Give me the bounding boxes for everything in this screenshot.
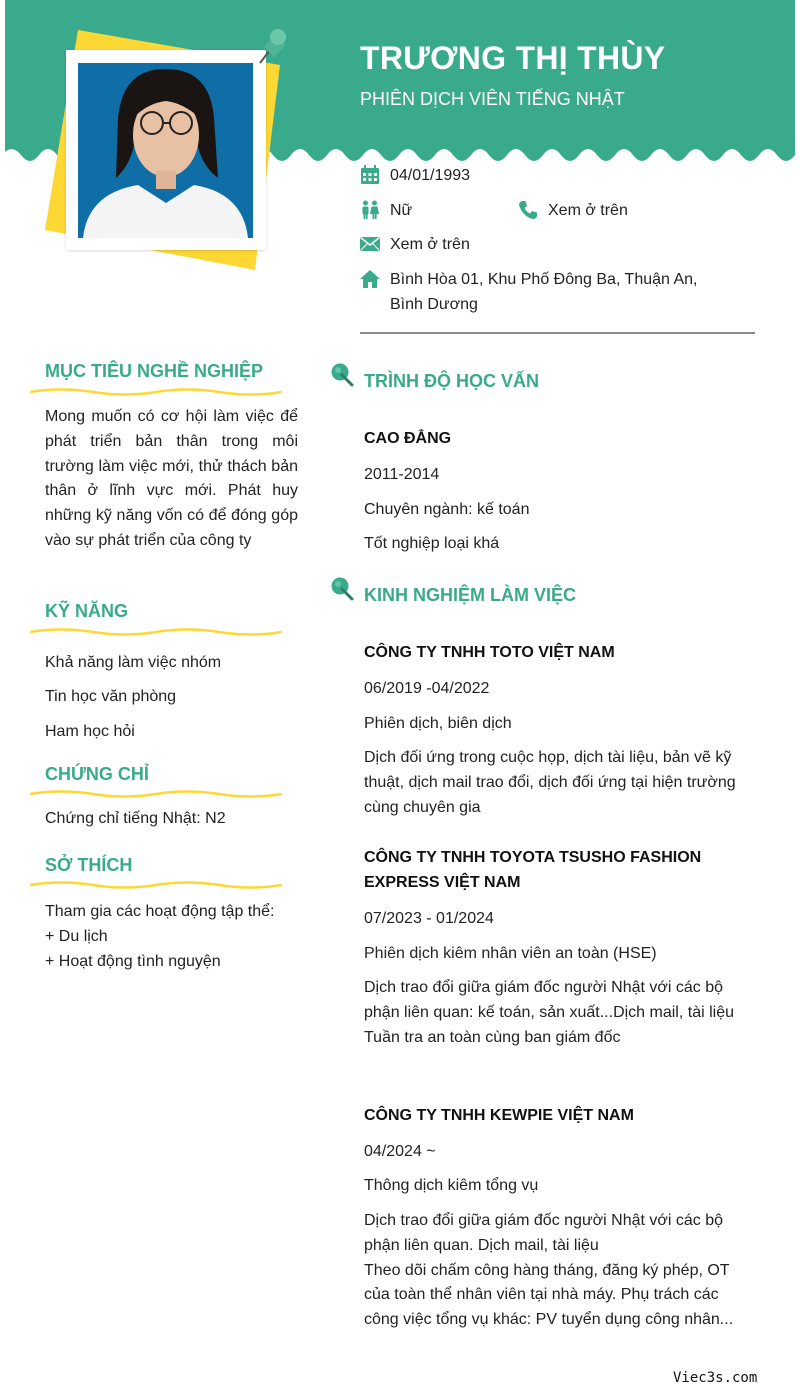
wave-divider — [30, 880, 282, 890]
contact-divider — [360, 332, 755, 334]
certificates-title: CHỨNG CHỈ — [45, 764, 149, 784]
job-description-line: Theo dõi chấm công hàng tháng, đăng ký phép, OT của toàn thể nhân viên tại nhà máy. Phụ trách các công việc tổng vụ khác: PV tuyển dụng công nhân... — [364, 1261, 734, 1329]
job-period: 06/2019 -04/2022 — [364, 680, 490, 697]
job-position: Phiên dịch, biên dịch — [364, 715, 512, 732]
education-major: Chuyên ngành: kế toán — [364, 501, 530, 518]
certificate-item: Chứng chỉ tiếng Nhật: N2 — [45, 810, 226, 827]
objective-title: MỤC TIÊU NGHỀ NGHIỆP — [45, 361, 264, 381]
birthday-text: 04/01/1993 — [390, 167, 471, 184]
wave-divider — [30, 627, 282, 637]
job-description-line: Dịch trao đổi giữa giám đốc người Nhật với các bộ phận liên quan. Dịch mail, tài liệu — [364, 1212, 724, 1254]
company-name: CÔNG TY TNHH TOYOTA TSUSHO FASHION EXPRESS VIỆT NAM — [364, 849, 702, 891]
job-description — [364, 1209, 744, 1333]
company-name: CÔNG TY TNHH KEWPIE VIỆT NAM — [364, 1107, 634, 1124]
phone-icon — [518, 200, 538, 220]
hobbies-title: SỞ THÍCH — [45, 855, 133, 875]
avatar — [78, 63, 253, 238]
job-description — [364, 976, 744, 1050]
gender-icon — [360, 200, 380, 220]
home-icon — [360, 269, 380, 289]
hobby-line: + Du lịch — [45, 927, 108, 945]
education-period: 2011-2014 — [364, 466, 440, 483]
candidate-name: TRƯƠNG THỊ THÙY — [360, 40, 666, 76]
hobby-line: Tham gia các hoạt động tập thể: — [45, 903, 275, 920]
skill-item: Tin học văn phòng — [45, 688, 177, 705]
company-name: CÔNG TY TNHH TOTO VIỆT NAM — [364, 644, 615, 661]
job-description: Dịch đối ứng trong cuộc họp, dịch tài liệu, bản vẽ kỹ thuật, dịch mail trao đổi, dịch đối ứng tại hiện trường cùng chuyên gia — [364, 749, 736, 816]
job-period: 04/2024 ~ — [364, 1143, 436, 1160]
education-grade: Tốt nghiệp loại khá — [364, 535, 500, 552]
phone-text: Xem ở trên — [548, 202, 628, 219]
footer-site: Viec3s.com — [673, 1370, 758, 1386]
experience-title: KINH NGHIỆM LÀM VIỆC — [364, 585, 577, 605]
email-text: Xem ở trên — [390, 236, 470, 253]
skills-title: KỸ NĂNG — [45, 601, 129, 621]
address-text: Bình Hòa 01, Khu Phố Đông Ba, Thuận An, Bình Dương — [390, 271, 698, 313]
education-title: TRÌNH ĐỘ HỌC VẤN — [364, 371, 539, 391]
pin-icon — [250, 25, 290, 70]
pin-icon — [330, 362, 356, 388]
job-description-line: Dịch trao đổi giữa giám đốc người Nhật với các bộ phận liên quan: kế toán, sản xuất...Dịch mail, tài liệu — [364, 979, 734, 1021]
job-description-line: Tuần tra an toàn cùng ban giám đốc — [364, 1028, 621, 1046]
skill-item: Khả năng làm việc nhóm — [45, 654, 222, 671]
objective-text: Mong muốn có cơ hội làm việc để phát triển bản thân trong môi trường làm việc mới, thử thách bản thân ở lĩnh vực mới. Phát huy những kỹ năng vốn có để đóng góp vào sự phát triển của công ty — [45, 408, 298, 549]
job-title: PHIÊN DỊCH VIÊN TIẾNG NHẬT — [360, 89, 625, 109]
calendar-icon — [360, 165, 380, 185]
job-period: 07/2023 - 01/2024 — [364, 910, 494, 927]
pin-icon — [330, 576, 356, 602]
wave-divider — [30, 387, 282, 397]
job-position: Phiên dịch kiêm nhân viên an toàn (HSE) — [364, 945, 657, 962]
skill-item: Ham học hỏi — [45, 723, 135, 740]
degree: CAO ĐẲNG — [364, 430, 452, 447]
gender-text: Nữ — [390, 202, 413, 219]
email-icon — [360, 234, 380, 254]
job-position: Thông dịch kiêm tổng vụ — [364, 1177, 539, 1194]
hobby-line: + Hoạt động tình nguyện — [45, 952, 221, 970]
wave-divider — [30, 789, 282, 799]
hobbies-text — [45, 900, 274, 974]
